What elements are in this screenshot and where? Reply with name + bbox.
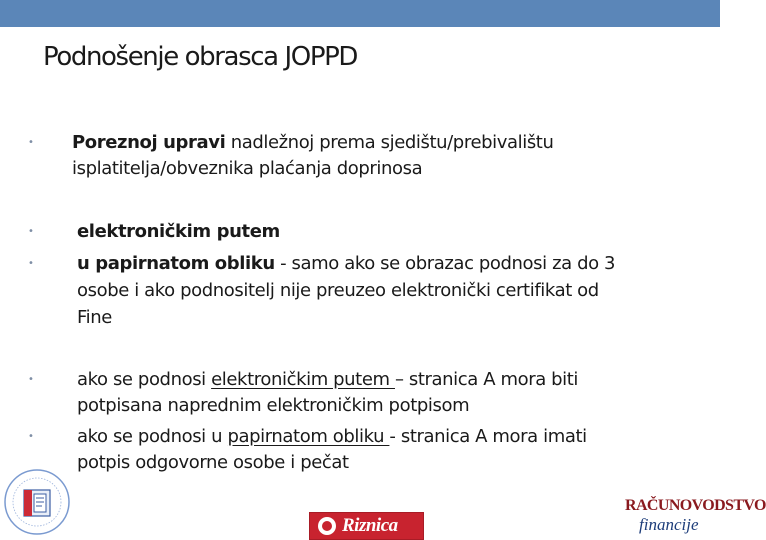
ministry-seal-logo [0,460,75,540]
bold-text: elektroničkim putem [77,221,280,242]
racunovodstvo-financije-logo [625,497,766,540]
bullet-text-line2: osobe i ako podnositelj nije preuzeo elektronički certifikat od [77,280,599,301]
bullet-marker: • [28,258,34,269]
plain-text: ako se podnosi [77,369,212,390]
plain-text: - samo ako se obrazac podnosi za do 3 [274,253,616,274]
plain-text: – stranica A mora biti [394,369,579,390]
bullet-text-line2: potpisana naprednim elektroničkim potpisom [77,395,470,416]
bullet-marker: • [28,226,34,237]
underlined-text: papirnatom obliku [227,426,390,447]
riznica-logo [309,512,424,540]
racunovodstvo-logo-text: RAČUNOVODSTVO [625,497,766,514]
bullet-text-line1 [72,131,553,155]
bullet-text-line1 [77,220,280,244]
bullet-text-line3: Fine [77,307,112,328]
bullet-text-line1 [77,252,615,276]
bullet-marker: • [28,431,34,442]
bold-text: u papirnatom obliku [77,253,275,274]
bullet-text-line1 [77,425,587,449]
slide-title: Podnošenje obrasca JOPPD [43,42,358,72]
bullet-marker: • [28,374,34,385]
riznica-emblem-icon [318,517,336,535]
bullet-text-line1 [77,368,578,392]
plain-text: - stranica A mora imati [389,426,587,447]
plain-text: nadležnoj prema sjedištu/prebivalištu [225,132,554,153]
plain-text: ako se podnosi u [77,426,228,447]
bullet-text-line2: isplatitelja/obveznika plaćanja doprinosa [72,158,423,179]
top-accent-bar [0,0,720,27]
underlined-text: elektroničkim putem [211,369,395,390]
bullet-text-line2: potpis odgovorne osobe i pečat [77,452,349,473]
bullet-marker: • [28,137,34,148]
financije-logo-text: financije [639,515,699,534]
bold-text: Poreznoj upravi [72,132,226,153]
riznica-logo-text: Riznica [342,515,398,536]
